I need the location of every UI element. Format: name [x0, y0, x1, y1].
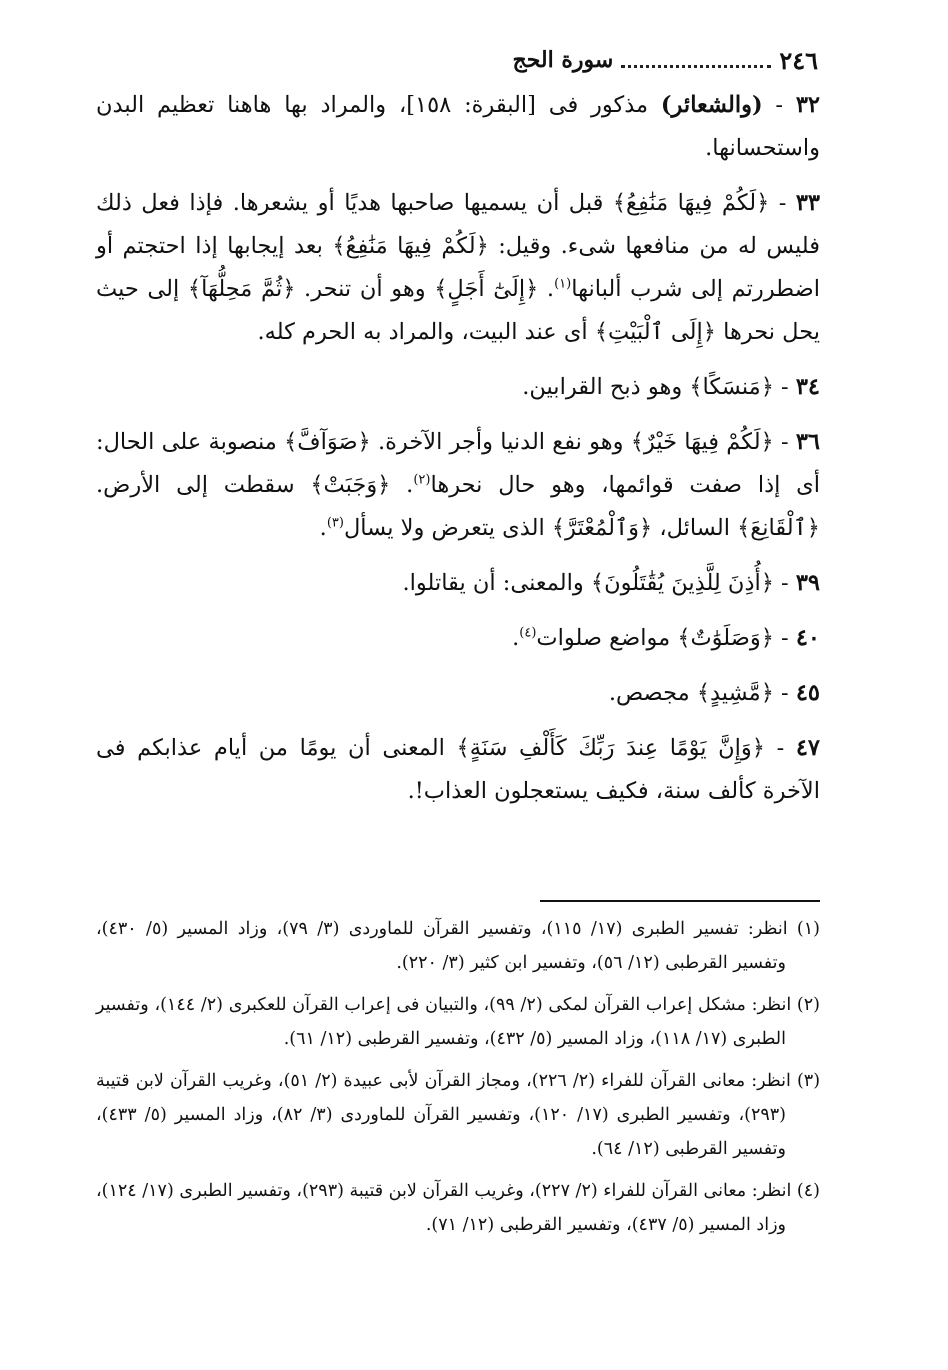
quran-quote: ﴿وَجَبَتْ﴾ — [310, 472, 391, 498]
quran-quote: ﴿إِلَى ٱلْبَيْتِ﴾ — [594, 319, 716, 345]
quran-quote: ﴿أُذِنَ لِلَّذِينَ يُقَٰتَلُونَ﴾ — [590, 570, 774, 596]
running-header — [96, 40, 818, 80]
header-dotted-leader — [621, 65, 771, 68]
entry-39: ٣٩ - ﴿أُذِنَ لِلَّذِينَ يُقَٰتَلُونَ﴾ والمعنى: أن يقاتلوا. — [402, 570, 820, 596]
entry-36: ٣٦ - ﴿لَكُمْ فِيهَا خَيْرٌ﴾ وهو نفع الدنيا وأجر الآخرة. ﴿صَوَآفَّ﴾ منصوبة على الحال: أى إذا صفت قوائمها، وهو حال نحرها$^{(٢)}$. ﴿وَجَبَتْ﴾ سقطت إلى الأرض. ﴿ٱلْقَانِعَ﴾ السائل، ﴿وَٱلْمُعْتَرَّ﴾ الذى يتعرض ولا يسأل$^{(٣)}$. — [96, 429, 820, 541]
entry-33: ٣٣ - ﴿لَكُمْ فِيهَا مَنَٰفِعُ﴾ قبل أن يسميها صاحبها هديًا أو يشعرها. فإذا فعل ذلك فليس له من منافعها شىء. وقيل: ﴿لَكُمْ فِيهَا مَنَٰفِعُ﴾ بعد إيجابها إذا احتجتم أو اضطررتم إلى شرب ألبانها$^{(١)}$. ﴿إِلَىٰٓ أَجَلٍ﴾ وهو أن تنحر. ﴿ثُمَّ مَحِلُّهَآ﴾ إلى حيث يحل نحرها ﴿إِلَى ٱلْبَيْتِ﴾ أى عند البيت، والمراد به الحرم كله. — [96, 190, 820, 345]
entry-32: ٣٢ - (والشعائر) مذكور فى [البقرة: ١٥٨]، والمراد بها هاهنا تعظيم البدن واستحسانها. — [96, 92, 820, 161]
quran-quote: ﴿ثُمَّ مَحِلُّهَآ﴾ — [187, 276, 296, 302]
entry-45: ٤٥ - ﴿مَّشِيدٍ﴾ مجصص. — [608, 680, 820, 706]
footnote-ref: (١) — [554, 276, 572, 292]
term: (والشعائر) — [660, 92, 763, 118]
footnote-ref: (٤) — [519, 625, 537, 641]
entry-34: ٣٤ - ﴿مَنسَكًا﴾ وهو ذبح القرابين. — [522, 374, 820, 400]
entry-40: ٤٠ - ﴿وَصَلَوَٰتٌ﴾ مواضع صلوات$^{(٤)}$. — [512, 625, 820, 651]
footnote-1: (١) انظر: تفسير الطبرى (١٧/ ١١٥)، وتفسير القرآن للماوردى (٣/ ٧٩)، وزاد المسير (٥/ ٤٣٠)، وتفسير القرطبى (١٢/ ٥٦)، وتفسير ابن كثير (٣/ ٢٢٠). — [96, 919, 820, 973]
entry-47: ٤٧ - ﴿وَإِنَّ يَوْمًا عِندَ رَبِّكَ كَأَلْفِ سَنَةٍ﴾ المعنى أن يومًا من أيام عذابكم فى الآخرة كألف سنة، فكيف يستعجلون العذاب!. — [96, 735, 820, 804]
footnote-2: (٢) انظر: مشكل إعراب القرآن لمكى (٢/ ٩٩)، والتبيان فى إعراب القرآن للعكبرى (٢/ ١٤٤)، وتفسير الطبرى (١٧/ ١١٨)، وزاد المسير (٥/ ٤٣٢)، وتفسير القرطبى (١٢/ ٦١). — [96, 995, 820, 1049]
quran-quote: ﴿ٱلْقَانِعَ﴾ — [737, 515, 820, 541]
quran-quote: ﴿مَنسَكًا﴾ — [689, 374, 774, 400]
footnotes — [96, 912, 820, 1250]
footnote-ref: (٣) — [326, 515, 344, 531]
quran-quote: ﴿إِلَىٰٓ أَجَلٍ﴾ — [434, 276, 539, 302]
commentary-body — [96, 84, 820, 825]
quran-quote: ﴿مَّشِيدٍ﴾ — [696, 680, 774, 706]
footnote-ref: (٢) — [413, 472, 431, 488]
quran-quote: ﴿لَكُمْ فِيهَا مَنَٰفِعُ﴾ — [332, 233, 489, 259]
footnote-separator — [540, 900, 820, 902]
footnote-4: (٤) انظر: معانى القرآن للفراء (٢/ ٢٢٧)، وغريب القرآن لابن قتيبة (٢٩٣)، وتفسير الطبرى (١٧/ ١٢٤)، وزاد المسير (٥/ ٤٣٧)، وتفسير القرطبى (١٢/ ٧١). — [96, 1181, 820, 1235]
quran-quote: ﴿وَٱلْمُعْتَرَّ﴾ — [551, 515, 653, 541]
quran-quote: ﴿وَصَلَوَٰتٌ﴾ — [677, 625, 774, 651]
quran-quote: ﴿لَكُمْ فِيهَا مَنَٰفِعُ﴾ — [612, 190, 770, 216]
quran-quote: ﴿وَإِنَّ يَوْمًا عِندَ رَبِّكَ كَأَلْفِ سَنَةٍ﴾ — [456, 735, 765, 761]
surah-title: سورة الحج — [512, 47, 614, 73]
footnote-3: (٣) انظر: معانى القرآن للفراء (٢/ ٢٢٦)، ومجاز القرآن لأبى عبيدة (٢/ ٥١)، وغريب القرآن لابن قتيبة (٢٩٣)، وتفسير الطبرى (١٧/ ١٢٠)، وتفسير القرآن للماوردى (٣/ ٨٢)، وزاد المسير (٥/ ٤٣٣)، وتفسير القرطبى (١٢/ ٦٤). — [96, 1071, 821, 1159]
page-number: ٢٤٦ — [779, 45, 818, 75]
quran-quote: ﴿لَكُمْ فِيهَا خَيْرٌ﴾ — [630, 429, 774, 455]
quran-quote: ﴿صَوَآفَّ﴾ — [284, 429, 371, 455]
